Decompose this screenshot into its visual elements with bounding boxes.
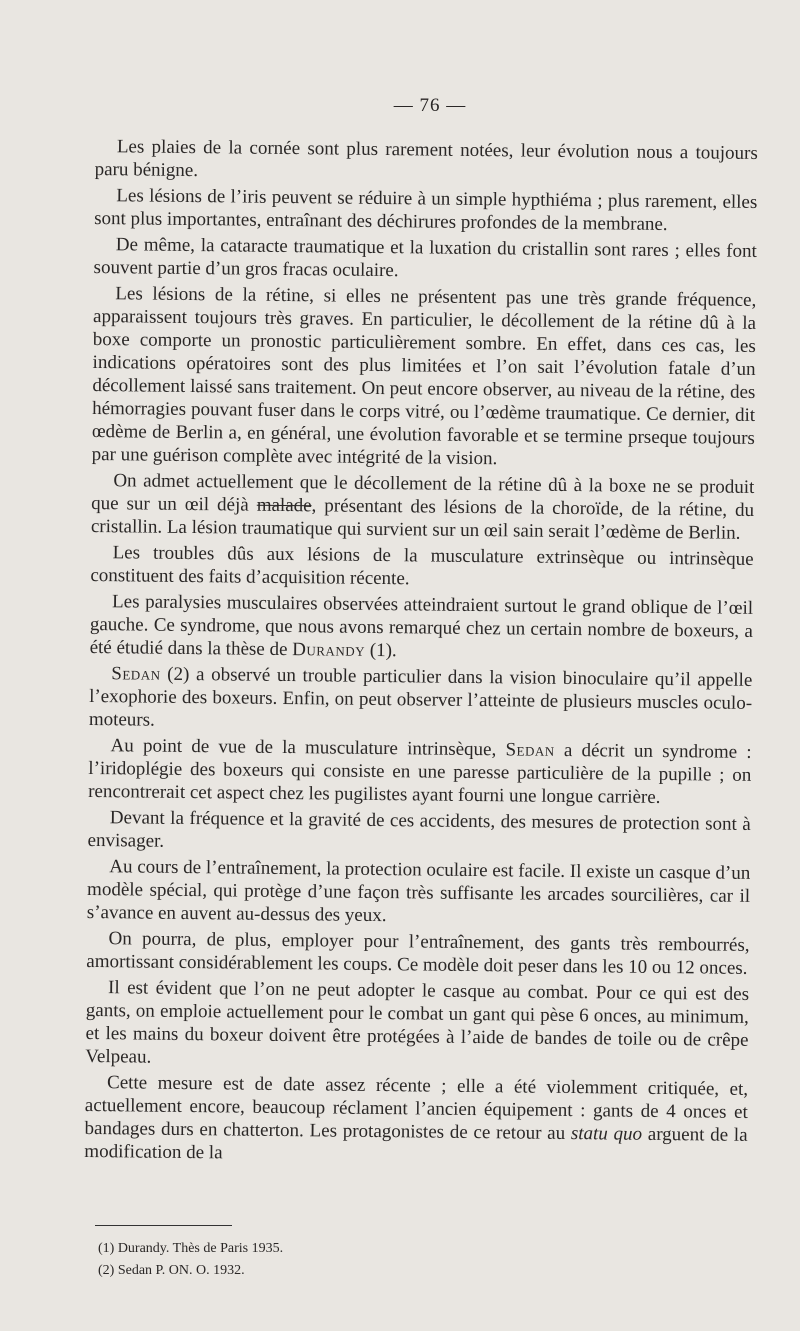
paragraph-text: (2) a observé un trouble particulier dans la vision binoculaire qu’il appelle l’exophorie des boxeurs. Enfin, on peut observer l’atteinte de plusieurs muscles oculo-moteurs. [88,663,753,731]
paragraph-text: , présentant des lésions de la choroïde, de la rétine, du cristallin. La lésion traumatique qui survient sur un œil sain serait l’œdème de Berlin. [90,495,755,544]
paragraph-mesure [84,1071,748,1170]
footnote-2: (2) Sedan P. ON. O. 1932. [98,1263,245,1278]
paragraph-cataracte: De même, la cataracte traumatique et la luxation du cristallin sont rares ; elles font souvent partie d’un gros fracas oculaire. [93,234,757,282]
footnote-ref: (1). [364,639,397,662]
paragraph-iridoplegie [88,734,752,810]
footnote-divider [95,1225,232,1226]
paragraph-musculature: Les troubles dûs aux lésions de la musculature extrinsèque ou intrinsèque constituent des faits d’acquisition récente. [90,542,754,590]
paragraph-iris: Les lésions de l’iris peuvent se réduire à un simple hypthiéma ; plus rarement, elles sont plus importantes, entraînant des déchirures profondes de la membrane. [94,185,758,236]
paragraph-combat: Il est évident que l’on ne peut adopter le casque au combat. Pour ce qui est des gants, on emploie actuellement pour le combat un gant qui pèse 6 onces, au minimum, et les mains du boxeur doivent être protégées à l’aide de bandes de toile ou de crêpe Velpeau. [85,977,750,1068]
paragraph-text: Les paralysies musculaires observées atteindraient surtout le grand oblique de l’œil gauche. Ce syndrome, que nous avons remarqué chez un certain nombre de boxeurs, a été étudié dans la thèse de [89,591,754,661]
paragraph-paralysies [90,590,754,666]
italic-phrase: statu quo [570,1123,643,1145]
paragraph-text: On admet actuellement que le décollement de la rétine dû à la boxe ne se produit que sur un œil déjà [91,470,755,516]
paragraph-decollement [91,469,755,545]
paragraph-entrainement: Au cours de l’entraînement, la protection oculaire est facile. Il existe un casque d’un modèle spécial, qui protège d’une façon très suffisante les arcades sourcilières, car il s’avance en auvent au-dessus des yeux. [86,856,751,927]
page-number: — 76 — [393,95,467,116]
paragraph-sedan-exophorie [89,662,753,738]
paragraph-text: Cette mesure est de date assez récente ; elle a été violemment critiquée, et, actuellement encore, beaucoup réclament l’ancien équipement : gants de 4 onces et bandages durs en chatterton. Les protagonistes de ce retour au [84,1072,749,1145]
paragraph-text: arguent de la modification de la [84,1123,748,1164]
author-name: Sedan [505,739,555,761]
footnotes [98,1238,283,1282]
struck-word: malade [256,494,312,517]
author-name: Durandy [292,639,366,661]
paragraph-protection: Devant la fréquence et la gravité de ces accidents, des mesures de protection sont à envisager. [87,807,751,852]
paragraph-gants: On pourra, de plus, employer pour l’entraînement, des gants très rembourrés, amortissant considérablement les coups. Ce modèle doit peser dans les 10 ou 12 onces. [86,928,750,979]
paragraph-retine: Les lésions de la rétine, si elles ne présentent pas une très grande fréquence, apparaissent toujours très graves. En particulier, le décollement de la rétine dû à la boxe comporte un pronostic particulièrement sombre. En effet, dans ces cas, les indications opératoires sont des plus limitées et l’on sait l’évolution fatale d’un décollement laissé sans traitement. On peut encore observer, au niveau de la rétine, des hémorragies pouvant fuser dans le corps vitré, ou l’œdème traumatique. Ce dernier, dit œdème de Berlin a, en général, une évolution favorable et se termine prseque toujours par une guérison complète avec intégrité de la vision. [91,283,757,470]
footnote-1: (1) Durandy. Thès de Paris 1935. [98,1241,284,1256]
paragraph-cornee: Les plaies de la cornée sont plus rarement notées, leur évolution nous a toujours paru bénigne. [94,136,758,182]
author-name: Sedan [111,663,161,685]
paragraph-text: Au point de vue de la musculature intrinsèque, [110,735,506,761]
body-text [84,135,758,1170]
paragraph-text: a décrit un syndrome : l’iridoplégie des boxeurs qui consiste en une paresse particulière de la pupille ; on rencontrerait cet aspect chez les pugilistes ayant fourni une longue carrière. [88,739,752,808]
